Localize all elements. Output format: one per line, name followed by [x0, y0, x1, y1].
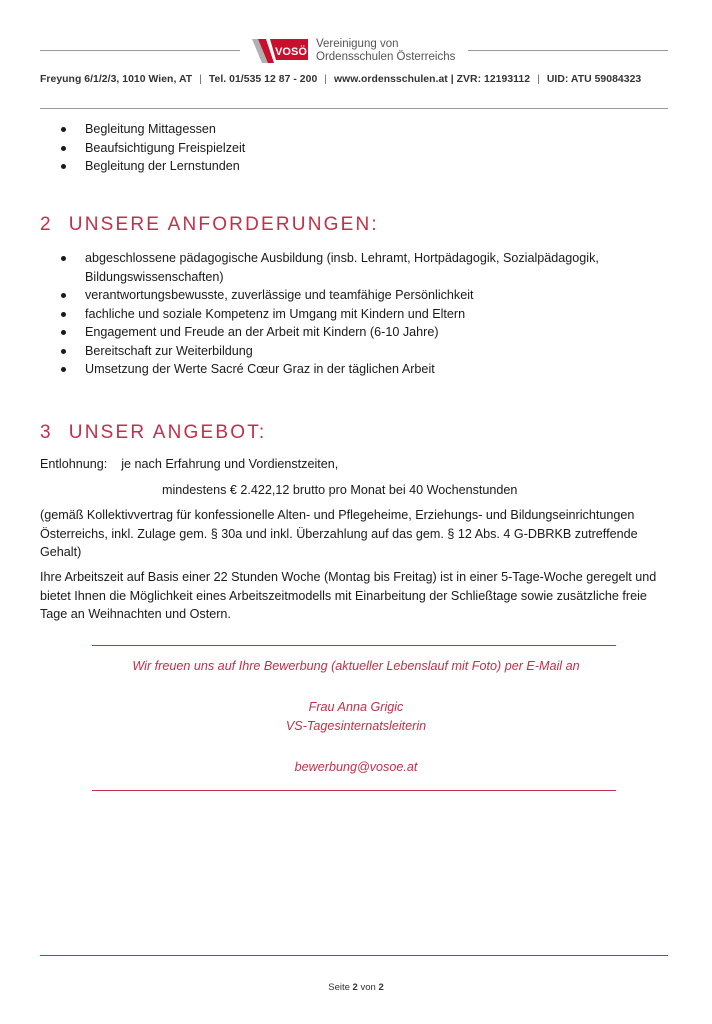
list-item: Bereitschaft zur Weiterbildung: [40, 342, 670, 361]
contact-bar: [40, 74, 670, 85]
contact-role: VS-Tagesinternatsleiterin: [285, 719, 427, 733]
logo-text: VOSÖ: [275, 46, 307, 58]
section-title: UNSER ANGEBOT:: [68, 422, 267, 443]
website-zvr: www.ordensschulen.at | ZVR: 12193112: [334, 74, 531, 85]
org-name-line2: Ordensschulen Österreichs: [316, 51, 456, 63]
page-number: [40, 982, 672, 993]
contract-note: (gemäß Kollektivvertrag für konfessionelle Alten- und Pflegeheime, Erziehungs- und Bildungseinrichtungen Österreichs, inkl. Zulage gem. § 30a und inkl. Überzahlung auf das gem. § 12 Abs. 4 G-DBRKB zutreffende Gehalt): [40, 508, 638, 559]
footer-rule: [40, 955, 668, 956]
salary-line: [40, 455, 675, 474]
salary-label: Entlohnung:: [40, 457, 108, 471]
contact-rule-top: [92, 645, 616, 646]
contact-rule-bottom: [92, 790, 616, 791]
separator: |: [537, 74, 540, 85]
salary-minimum: mindestens € 2.422,12 brutto pro Monat bei 40 Wochenstunden: [162, 483, 518, 497]
list-item: Begleitung der Lernstunden: [40, 157, 670, 176]
org-name: [316, 38, 455, 64]
voso-logo: [252, 38, 308, 64]
separator: |: [199, 74, 202, 85]
working-time: Ihre Arbeitszeit auf Basis einer 22 Stunden Woche (Montag bis Freitag) ist in einer 5-Tage-Woche geregelt und bietet Ihnen die Möglichkeit eines Arbeitszeitmodells mit Einarbeitung der Schließtage sowie zusätzliche freie Tage an Weihnachten und Ostern.: [40, 570, 657, 621]
list-item: Umsetzung der Werte Sacré Cœur Graz in der täglichen Arbeit: [40, 360, 670, 379]
section-heading-offer: [40, 422, 266, 444]
contact-email[interactable]: bewerbung@vosoe.at: [294, 760, 418, 774]
header-rule-left: [40, 50, 240, 51]
page-middle: von: [360, 982, 376, 993]
address: Freyung 6/1/2/3, 1010 Wien, AT: [40, 74, 193, 85]
separator: |: [324, 74, 328, 85]
contact-name: Frau Anna Grigic: [308, 700, 404, 714]
list-item: Beaufsichtigung Freispielzeit: [40, 139, 670, 158]
list-item: Engagement und Freude an der Arbeit mit Kindern (6-10 Jahre): [40, 323, 670, 342]
header-rule-right: [468, 50, 668, 51]
application-invite: Wir freuen uns auf Ihre Bewerbung (aktueller Lebenslauf mit Foto) per E-Mail an: [132, 659, 580, 673]
salary-text: je nach Erfahrung und Vordienstzeiten,: [121, 457, 339, 471]
current-page: 2: [352, 982, 358, 993]
org-name-line1: Vereinigung von: [316, 38, 399, 50]
list-item: Begleitung Mittagessen: [40, 120, 670, 139]
tasks-list: [40, 120, 670, 176]
section-title: UNSERE ANFORDERUNGEN:: [68, 214, 379, 235]
section-heading-requirements: [40, 214, 379, 236]
total-pages: 2: [378, 982, 384, 993]
section-number: 2: [40, 214, 53, 235]
list-item: abgeschlossene pädagogische Ausbildung (insb. Lehramt, Hortpädagogik, Sozialpädagogik, Bildungswissenschaften): [40, 249, 670, 286]
requirements-list: [40, 249, 670, 379]
section-number: 3: [40, 422, 53, 443]
phone: Tel. 01/535 12 87 - 200: [208, 74, 318, 85]
list-item: verantwortungsbewusste, zuverlässige und teamfähige Persönlichkeit: [40, 286, 670, 305]
uid: UID: ATU 59084323: [546, 74, 642, 85]
list-item: fachliche und soziale Kompetenz im Umgang mit Kindern und Eltern: [40, 305, 670, 324]
header-bottom-rule: [40, 108, 668, 109]
page-prefix: Seite: [328, 982, 350, 993]
